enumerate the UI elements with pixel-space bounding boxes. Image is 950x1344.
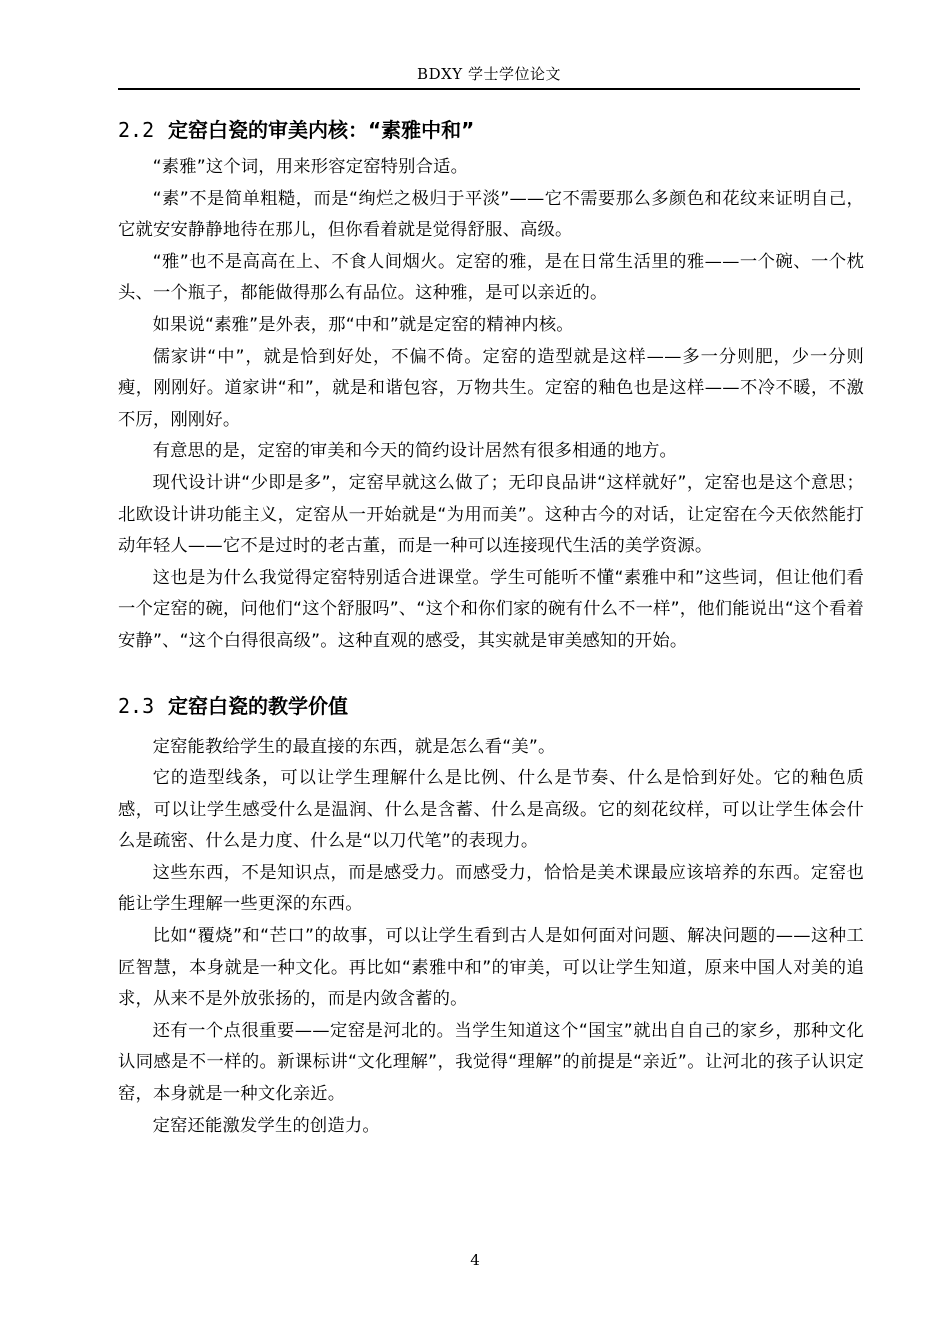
paragraph: 比如“覆烧”和“芒口”的故事，可以让学生看到古人是如何面对问题、解决问题的——这种工匠智慧，本身就是一种文化。再比如“素雅中和”的审美，可以让学生知道，原来中国人对美的追求，从来不是外放张扬的，而是内敛含蓄的。 <box>118 926 864 1010</box>
paragraph: 这些东西，不是知识点，而是感受力。而感受力，恰恰是美术课最应该培养的东西。定窑也能让学生理解一些更深的东西。 <box>118 862 864 915</box>
paragraph: 现代设计讲“少即是多”，定窑早就这么做了；无印良品讲“这样就好”，定窑也是这个意思；北欧设计讲功能主义，定窑从一开始就是“为用而美”。这种古今的对话，让定窑在今天依然能打动年轻人——它不是过时的老古董，而是一种可以连接现代生活的美学资源。 <box>118 472 864 557</box>
paragraph: 有意思的是，定窑的审美和今天的简约设计居然有很多相通的地方。 <box>152 441 678 462</box>
section-number: 2.3 <box>118 693 155 718</box>
paragraph: “素”不是简单粗糙，而是“绚烂之极归于平淡”——它不需要那么多颜色和花纹来证明自己，它就安安静静地待在那儿，但你看着就是觉得舒服、高级。 <box>118 188 864 241</box>
section-title: 定窑白瓷的教学价值 <box>168 693 348 718</box>
paragraph: “素雅”这个词，用来形容定窑特别合适。 <box>152 157 469 177</box>
section-title: 定窑白瓷的审美内核：“素雅中和” <box>168 118 475 142</box>
section-2-3 <box>118 688 864 1143</box>
page-content <box>118 112 864 1142</box>
paragraph: 定窑还能激发学生的创造力。 <box>152 1115 380 1136</box>
running-header: BDXY 学士学位论文 <box>417 65 561 83</box>
section-number: 2.2 <box>118 118 155 142</box>
paragraph: 这也是为什么我觉得定窑特别适合进课堂。学生可能听不懂“素雅中和”这些词，但让他们看一个定窑的碗，问他们“这个舒服吗”、“这个和你们家的碗有什么不一样”，他们能说出“这个看着安静”、“这个白得很高级”。这种直观的感受，其实就是审美感知的开始。 <box>118 567 864 651</box>
paragraph: 如果说“素雅”是外表，那“中和”就是定窑的精神内核。 <box>152 314 574 335</box>
paragraph: 它的造型线条，可以让学生理解什么是比例、什么是节奏、什么是恰到好处。它的釉色质感，可以让学生感受什么是温润、什么是含蓄、什么是高级。它的刻花纹样，可以让学生体会什么是疏密、什么是力度、什么是“以刀代笔”的表现力。 <box>118 768 864 852</box>
header-rule <box>118 88 860 90</box>
paragraph: 定窑能教给学生的最直接的东西，就是怎么看“美”。 <box>152 736 556 757</box>
page-number: 4 <box>470 1251 480 1269</box>
paragraph: 儒家讲“中”，就是恰到好处，不偏不倚。定窑的造型就是这样——多一分则肥，少一分则瘦，刚刚好。道家讲“和”，就是和谐包容，万物共生。定窑的釉色也是这样——不冷不暖，不激不厉，刚刚好。 <box>118 346 864 430</box>
section-heading <box>118 112 864 148</box>
section-heading <box>118 688 864 724</box>
paragraph: 还有一个点很重要——定窑是河北的。当学生知道这个“国宝”就出自自己的家乡，那种文化认同感是不一样的。新课标讲“文化理解”，我觉得“理解”的前提是“亲近”。让河北的孩子认识定窑，本身就是一种文化亲近。 <box>118 1020 864 1105</box>
paragraph: “雅”也不是高高在上、不食人间烟火。定窑的雅，是在日常生活里的雅——一个碗、一个枕头、一个瓶子，都能做得那么有品位。这种雅，是可以亲近的。 <box>118 251 864 304</box>
section-2-2 <box>118 112 864 658</box>
